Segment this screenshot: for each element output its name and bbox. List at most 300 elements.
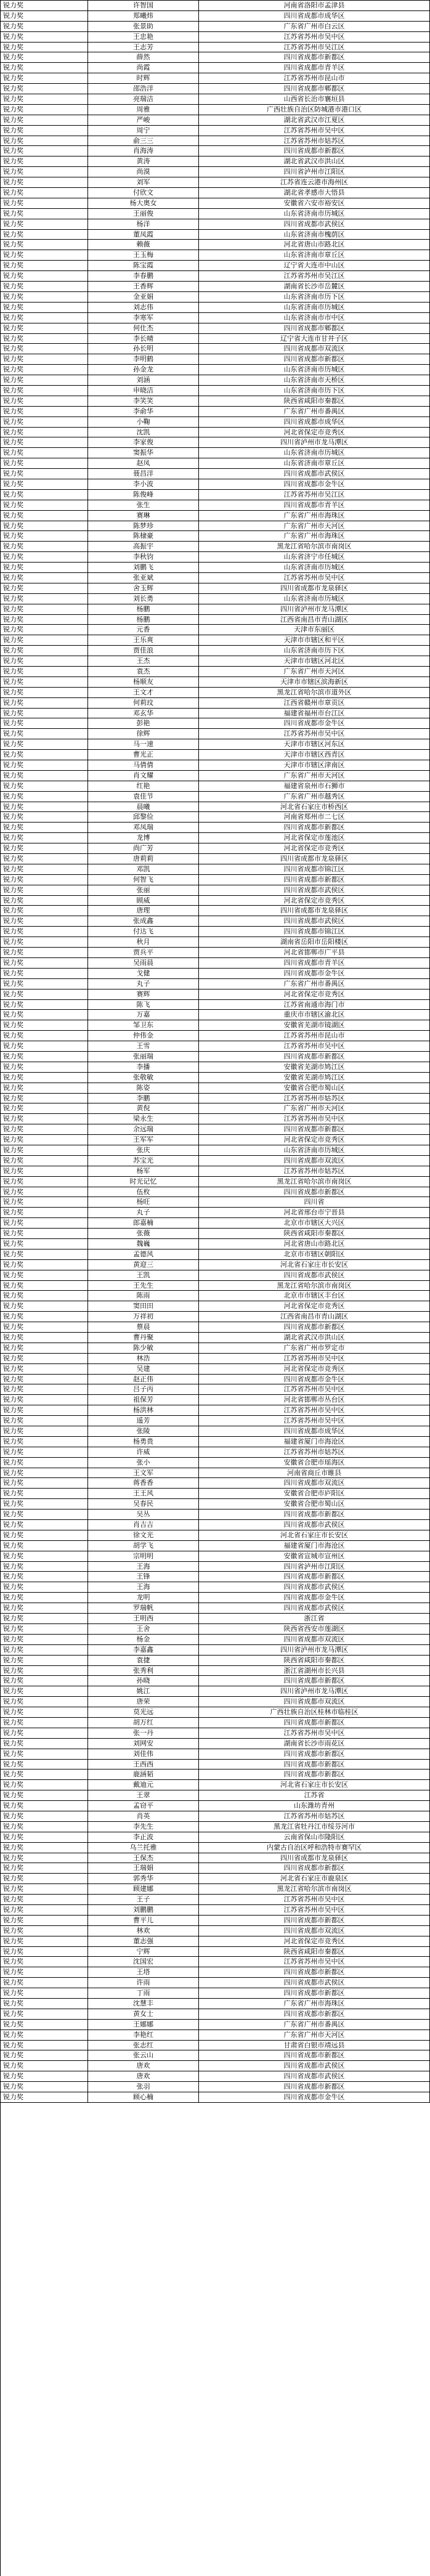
region-cell: 四川省成都市新都区 — [199, 1916, 430, 1926]
table-row — [1, 354, 430, 365]
name-cell: 吴丛 — [88, 1509, 199, 1520]
table-row — [1, 1801, 430, 1811]
region-cell: 广东省广州市罗定市 — [199, 1343, 430, 1354]
award-cell: 锐力奖 — [1, 2009, 88, 2020]
region-cell: 山东省济南市槐荫区 — [199, 230, 430, 240]
name-cell: 徐文光 — [88, 1530, 199, 1541]
region-cell: 河北省邢台市宁晋县 — [199, 1208, 430, 1218]
name-cell: 余远瑞 — [88, 1124, 199, 1135]
name-cell: 刘涵 — [88, 375, 199, 386]
award-cell: 锐力奖 — [1, 1603, 88, 1614]
table-row — [1, 219, 430, 230]
name-cell: 莫光远 — [88, 1707, 199, 1718]
name-cell: 张薇 — [88, 1229, 199, 1239]
award-cell: 锐力奖 — [1, 969, 88, 979]
table-row — [1, 2009, 430, 2020]
award-cell: 锐力奖 — [1, 1499, 88, 1509]
award-cell: 锐力奖 — [1, 115, 88, 126]
table-row — [1, 1364, 430, 1375]
award-cell: 锐力奖 — [1, 1208, 88, 1218]
award-cell: 锐力奖 — [1, 1593, 88, 1603]
award-cell: 锐力奖 — [1, 43, 88, 53]
name-cell: 沈凯 — [88, 428, 199, 438]
name-cell: 李俞华 — [88, 407, 199, 417]
award-cell: 锐力奖 — [1, 386, 88, 396]
region-cell: 重庆市市辖区渝北区 — [199, 1010, 430, 1020]
award-cell: 锐力奖 — [1, 1, 88, 11]
name-cell: 刘志伟 — [88, 303, 199, 313]
award-cell: 锐力奖 — [1, 1103, 88, 1114]
name-cell: 曹平儿 — [88, 1916, 199, 1926]
table-row — [1, 1177, 430, 1187]
name-cell: 李艳红 — [88, 2030, 199, 2041]
table-row — [1, 1614, 430, 1624]
award-cell: 锐力奖 — [1, 1031, 88, 1041]
region-cell: 山东省济南市历下区 — [199, 292, 430, 303]
region-cell: 山东省济南市历城区 — [199, 303, 430, 313]
table-row — [1, 136, 430, 147]
table-row — [1, 188, 430, 198]
region-cell: 四川省成都市武侯区 — [199, 469, 430, 479]
table-row — [1, 1884, 430, 1895]
table-row — [1, 1229, 430, 1239]
table-row — [1, 271, 430, 282]
award-cell: 锐力奖 — [1, 1822, 88, 1832]
table-row — [1, 802, 430, 813]
table-row — [1, 1124, 430, 1135]
award-cell: 锐力奖 — [1, 1843, 88, 1853]
table-row — [1, 1384, 430, 1395]
table-row — [1, 1375, 430, 1385]
award-cell: 锐力奖 — [1, 22, 88, 32]
table-row — [1, 209, 430, 219]
name-cell: 仲伟金 — [88, 1031, 199, 1041]
table-row — [1, 531, 430, 542]
region-cell: 广东省广州市天河区 — [199, 521, 430, 532]
name-cell: 唐荣 — [88, 1697, 199, 1707]
award-cell: 锐力奖 — [1, 760, 88, 771]
award-cell: 锐力奖 — [1, 1489, 88, 1499]
name-cell: 唐莉莉 — [88, 854, 199, 864]
table-row — [1, 1749, 430, 1760]
award-cell: 锐力奖 — [1, 1509, 88, 1520]
name-cell: 杨洪林 — [88, 1405, 199, 1416]
region-cell: 天津市市辖区滨海新区 — [199, 677, 430, 688]
region-cell: 湖南省长沙市岳麓区 — [199, 282, 430, 292]
name-cell: 王瑞娟 — [88, 1863, 199, 1874]
region-cell: 辽宁省大连市甘井子区 — [199, 334, 430, 344]
region-cell: 四川省成都市龙泉驿区 — [199, 906, 430, 916]
region-cell: 四川省泸州市龙马潭区 — [199, 1645, 430, 1656]
award-cell: 锐力奖 — [1, 1790, 88, 1801]
name-cell: 张志红 — [88, 2041, 199, 2051]
region-cell: 四川省成都市新都区 — [199, 875, 430, 885]
table-row — [1, 1000, 430, 1010]
name-cell: 吕子丙 — [88, 1384, 199, 1395]
region-cell: 江苏省苏州市吴江区 — [199, 490, 430, 500]
award-cell: 锐力奖 — [1, 1312, 88, 1322]
name-cell: 黄涛 — [88, 156, 199, 167]
award-cell: 锐力奖 — [1, 1978, 88, 1988]
region-cell: 江西省赣州市章贡区 — [199, 698, 430, 709]
name-cell: 何莉玟 — [88, 698, 199, 709]
award-cell: 锐力奖 — [1, 292, 88, 303]
region-cell: 河北省石家庄市长安区 — [199, 1780, 430, 1790]
table-row — [1, 1312, 430, 1322]
region-cell: 四川省成都市武侯区 — [199, 885, 430, 896]
award-cell: 锐力奖 — [1, 52, 88, 63]
name-cell: 王西西 — [88, 1760, 199, 1770]
name-cell: 曹丹聚 — [88, 1333, 199, 1343]
region-cell: 江苏省苏州市吴中区 — [199, 1384, 430, 1395]
table-row — [1, 1281, 430, 1291]
name-cell: 遥芳 — [88, 1416, 199, 1426]
table-row — [1, 386, 430, 396]
region-cell: 四川省成都市龙泉驿区 — [199, 1853, 430, 1864]
name-cell: 陈俊峰 — [88, 490, 199, 500]
award-cell: 锐力奖 — [1, 1863, 88, 1874]
name-cell: 李鹏 — [88, 1094, 199, 1104]
table-row — [1, 84, 430, 94]
region-cell: 四川省成都市成华区 — [199, 11, 430, 22]
award-cell: 锐力奖 — [1, 1249, 88, 1260]
award-cell: 锐力奖 — [1, 105, 88, 115]
award-cell: 锐力奖 — [1, 709, 88, 719]
award-cell: 锐力奖 — [1, 1333, 88, 1343]
award-cell: 锐力奖 — [1, 1676, 88, 1686]
name-cell: 张小 — [88, 1458, 199, 1468]
table-row — [1, 1656, 430, 1666]
region-cell: 陕西省咸阳市秦都区 — [199, 396, 430, 407]
table-row — [1, 542, 430, 552]
region-cell: 四川省成都市双流区 — [199, 1156, 430, 1166]
name-cell: 杨军 — [88, 1166, 199, 1177]
name-cell: 曹光正 — [88, 750, 199, 760]
name-cell: 张景助 — [88, 22, 199, 32]
name-cell: 袁佳节 — [88, 792, 199, 802]
table-row — [1, 989, 430, 1000]
name-cell: 贾兵平 — [88, 948, 199, 958]
award-cell: 锐力奖 — [1, 313, 88, 323]
region-cell: 河北省保定市竞秀区 — [199, 1301, 430, 1312]
award-cell: 锐力奖 — [1, 958, 88, 969]
award-cell: 锐力奖 — [1, 282, 88, 292]
region-cell: 江苏省南通市海门市 — [199, 1000, 430, 1010]
award-cell: 锐力奖 — [1, 1645, 88, 1656]
name-cell: 杨洋 — [88, 219, 199, 230]
award-cell: 锐力奖 — [1, 729, 88, 739]
region-cell: 四川省成都市金牛区 — [199, 969, 430, 979]
table-row — [1, 167, 430, 177]
region-cell: 北京市市辖区朝阳区 — [199, 1249, 430, 1260]
table-row — [1, 781, 430, 792]
table-row — [1, 833, 430, 843]
region-cell: 四川省成都市新都区 — [199, 1967, 430, 1978]
region-cell: 江苏省苏州市姑苏区 — [199, 1811, 430, 1822]
region-cell: 河南省洛阳市孟津县 — [199, 1, 430, 11]
region-cell: 陕西省咸阳市秦都区 — [199, 1947, 430, 1957]
award-cell: 锐力奖 — [1, 937, 88, 948]
table-row — [1, 146, 430, 156]
award-cell: 锐力奖 — [1, 1832, 88, 1843]
table-row — [1, 1739, 430, 1749]
name-cell: 王杰 — [88, 656, 199, 667]
award-cell: 锐力奖 — [1, 1375, 88, 1385]
award-cell: 锐力奖 — [1, 531, 88, 542]
name-cell: 杨鹏 — [88, 615, 199, 625]
region-cell: 四川省成都市新都区 — [199, 823, 430, 833]
award-cell: 锐力奖 — [1, 625, 88, 635]
name-cell: 尚漠 — [88, 167, 199, 177]
name-cell: 王舍 — [88, 1624, 199, 1635]
award-cell: 锐力奖 — [1, 615, 88, 625]
table-row — [1, 365, 430, 375]
name-cell: 董凤霞 — [88, 230, 199, 240]
region-cell: 黑龙江省哈尔滨市南岗区 — [199, 1884, 430, 1895]
region-cell: 湖北省孝感市大悟县 — [199, 188, 430, 198]
name-cell: 万祥初 — [88, 1312, 199, 1322]
region-cell: 安徽省宣城市宣州区 — [199, 1551, 430, 1562]
region-cell: 天津市市辖区河北区 — [199, 656, 430, 667]
region-cell: 山东省济南市市中区 — [199, 313, 430, 323]
name-cell: 李嘉鑫 — [88, 1645, 199, 1656]
name-cell: 孙金龙 — [88, 365, 199, 375]
region-cell: 天津市市辖区津南区 — [199, 760, 430, 771]
table-row — [1, 958, 430, 969]
award-cell: 锐力奖 — [1, 1780, 88, 1790]
name-cell: 王锋 — [88, 1572, 199, 1582]
table-row — [1, 1114, 430, 1124]
award-cell: 锐力奖 — [1, 812, 88, 823]
table-row — [1, 1811, 430, 1822]
award-cell: 锐力奖 — [1, 2092, 88, 2103]
award-cell: 锐力奖 — [1, 1218, 88, 1229]
award-cell: 锐力奖 — [1, 1947, 88, 1957]
table-row — [1, 63, 430, 73]
table-row — [1, 667, 430, 677]
award-cell: 锐力奖 — [1, 1957, 88, 1967]
region-cell: 江苏省苏州市吴中区 — [199, 32, 430, 43]
region-cell: 河北省邯郸市广平县 — [199, 948, 430, 958]
region-cell: 四川省成都市龙泉驿区 — [199, 583, 430, 594]
award-cell: 锐力奖 — [1, 1239, 88, 1249]
award-cell: 锐力奖 — [1, 1343, 88, 1354]
region-cell: 山东省济宁市任城区 — [199, 552, 430, 563]
table-row — [1, 843, 430, 854]
table-row — [1, 1780, 430, 1790]
table-row — [1, 1187, 430, 1198]
award-cell: 锐力奖 — [1, 1551, 88, 1562]
region-cell: 江苏省苏州市昆山市 — [199, 1031, 430, 1041]
table-row — [1, 282, 430, 292]
award-cell: 锐力奖 — [1, 927, 88, 937]
region-cell: 安徽省合肥市瑶海区 — [199, 1458, 430, 1468]
region-cell: 四川省成都市青羊区 — [199, 958, 430, 969]
table-row — [1, 1073, 430, 1083]
award-cell: 锐力奖 — [1, 1145, 88, 1156]
name-cell: 张亚斌 — [88, 573, 199, 583]
name-cell: 王海 — [88, 1582, 199, 1593]
region-cell: 四川省成都市金牛区 — [199, 718, 430, 729]
name-cell: 万嘉 — [88, 1010, 199, 1020]
name-cell: 邹卫东 — [88, 1020, 199, 1031]
award-cell: 锐力奖 — [1, 375, 88, 386]
award-cell: 锐力奖 — [1, 240, 88, 250]
name-cell: 沈慧丰 — [88, 1999, 199, 2009]
region-cell: 四川省泸州市龙马潭区 — [199, 1686, 430, 1697]
table-row — [1, 240, 430, 250]
region-cell: 四川省成都市新都区 — [199, 146, 430, 156]
table-row — [1, 1760, 430, 1770]
region-cell: 四川省成都市新都区 — [199, 1988, 430, 1999]
name-cell: 时辉 — [88, 73, 199, 84]
region-cell: 江苏省苏州市吴中区 — [199, 1354, 430, 1364]
name-cell: 李家俊 — [88, 437, 199, 448]
name-cell: 严峻 — [88, 115, 199, 126]
award-cell: 锐力奖 — [1, 1926, 88, 1936]
table-row — [1, 1843, 430, 1853]
award-cell: 锐力奖 — [1, 718, 88, 729]
award-cell: 锐力奖 — [1, 1895, 88, 1905]
name-cell: 薛然 — [88, 52, 199, 63]
region-cell: 天津市市辖区西青区 — [199, 750, 430, 760]
name-cell: 王子 — [88, 1895, 199, 1905]
region-cell: 四川省成都市武侯区 — [199, 1978, 430, 1988]
region-cell: 四川省成都市新都区 — [199, 2050, 430, 2061]
table-row — [1, 1863, 430, 1874]
region-cell: 安徽省六安市裕安区 — [199, 198, 430, 209]
name-cell: 戈健 — [88, 969, 199, 979]
award-cell: 锐力奖 — [1, 1905, 88, 1916]
region-cell: 四川省成都市新都区 — [199, 1187, 430, 1198]
award-cell: 锐力奖 — [1, 344, 88, 354]
table-row — [1, 323, 430, 334]
award-cell: 锐力奖 — [1, 1707, 88, 1718]
name-cell: 孙长明 — [88, 344, 199, 354]
region-cell: 江苏省苏州市昆山市 — [199, 73, 430, 84]
table-row — [1, 1, 430, 11]
name-cell: 付达飞 — [88, 927, 199, 937]
name-cell: 秋月 — [88, 937, 199, 948]
award-cell: 锐力奖 — [1, 428, 88, 438]
table-row — [1, 1166, 430, 1177]
table-row — [1, 1270, 430, 1281]
award-cell: 锐力奖 — [1, 521, 88, 532]
name-cell: 聂昌洋 — [88, 469, 199, 479]
name-cell: 邵浩洋 — [88, 84, 199, 94]
award-cell: 锐力奖 — [1, 1062, 88, 1073]
award-cell: 锐力奖 — [1, 407, 88, 417]
name-cell: 林欢 — [88, 1926, 199, 1936]
region-cell: 四川省成都市武侯区 — [199, 2071, 430, 2082]
region-cell: 江苏省苏州市吴中区 — [199, 1905, 430, 1916]
award-cell: 锐力奖 — [1, 396, 88, 407]
region-cell: 山东省济南市历城区 — [199, 1145, 430, 1156]
name-cell: 肖海涛 — [88, 146, 199, 156]
table-row — [1, 1769, 430, 1780]
region-cell: 云南省保山市隆阳区 — [199, 1832, 430, 1843]
name-cell: 唐理 — [88, 906, 199, 916]
name-cell: 王雪 — [88, 1041, 199, 1052]
region-cell: 四川省成都市新都区 — [199, 354, 430, 365]
name-cell: 付欣文 — [88, 188, 199, 198]
table-row — [1, 1988, 430, 1999]
region-cell: 河北省保定市竞秀区 — [199, 896, 430, 906]
region-cell: 江苏省苏州市吴江区 — [199, 271, 430, 282]
region-cell: 四川省成都市新都区 — [199, 1863, 430, 1874]
name-cell: 李正波 — [88, 1832, 199, 1843]
award-cell: 锐力奖 — [1, 1853, 88, 1864]
table-row — [1, 428, 430, 438]
award-cell: 锐力奖 — [1, 1478, 88, 1489]
name-cell: 元香 — [88, 625, 199, 635]
table-row — [1, 677, 430, 688]
award-cell: 锐力奖 — [1, 490, 88, 500]
award-cell: 锐力奖 — [1, 479, 88, 490]
table-row — [1, 646, 430, 656]
table-row — [1, 563, 430, 573]
name-cell: 王香辉 — [88, 282, 199, 292]
table-row — [1, 1790, 430, 1801]
region-cell: 江西省南昌市青山湖区 — [199, 615, 430, 625]
name-cell: 苏宝光 — [88, 1156, 199, 1166]
region-cell: 广东省广州市番禺区 — [199, 979, 430, 989]
name-cell: 刘军 — [88, 177, 199, 188]
region-cell: 广西壮族自治区防城港市港口区 — [199, 105, 430, 115]
award-cell: 锐力奖 — [1, 854, 88, 864]
award-cell: 锐力奖 — [1, 448, 88, 458]
table-row — [1, 177, 430, 188]
name-cell: 吴雨晨 — [88, 958, 199, 969]
table-row — [1, 625, 430, 635]
region-cell: 黑龙江省哈尔滨市道外区 — [199, 688, 430, 698]
table-row — [1, 1031, 430, 1041]
name-cell: 王娜娜 — [88, 2020, 199, 2030]
name-cell: 林浩 — [88, 1354, 199, 1364]
region-cell: 四川省成都市新都区 — [199, 1509, 430, 1520]
award-cell: 锐力奖 — [1, 1936, 88, 1947]
region-cell: 安徽省合肥市庐阳区 — [199, 1489, 430, 1499]
name-cell: 王先生 — [88, 1281, 199, 1291]
award-cell: 锐力奖 — [1, 198, 88, 209]
award-cell: 锐力奖 — [1, 73, 88, 84]
region-cell: 广东省广州市海珠区 — [199, 511, 430, 521]
region-cell: 山东省济南市历城区 — [199, 563, 430, 573]
name-cell: 王军军 — [88, 1135, 199, 1145]
region-cell: 山东省济南市历城区 — [199, 594, 430, 604]
name-cell: 徐辉 — [88, 729, 199, 739]
name-cell: 陈梦珍 — [88, 521, 199, 532]
table-row — [1, 469, 430, 479]
region-cell: 江苏省连云港市海州区 — [199, 177, 430, 188]
name-cell: 邓凯 — [88, 864, 199, 875]
table-row — [1, 126, 430, 136]
name-cell: 张一丹 — [88, 1728, 199, 1739]
region-cell: 四川省成都市新都区 — [199, 1052, 430, 1062]
table-row — [1, 1666, 430, 1676]
award-cell: 锐力奖 — [1, 1718, 88, 1728]
award-cell: 锐力奖 — [1, 458, 88, 469]
name-cell: 郎嘉楠 — [88, 1218, 199, 1229]
region-cell: 四川省成都市武侯区 — [199, 1603, 430, 1614]
table-row — [1, 1103, 430, 1114]
award-cell: 锐力奖 — [1, 2050, 88, 2061]
table-row — [1, 500, 430, 511]
award-cell: 锐力奖 — [1, 1541, 88, 1551]
award-cell: 锐力奖 — [1, 250, 88, 261]
table-row — [1, 969, 430, 979]
table-row — [1, 2020, 430, 2030]
